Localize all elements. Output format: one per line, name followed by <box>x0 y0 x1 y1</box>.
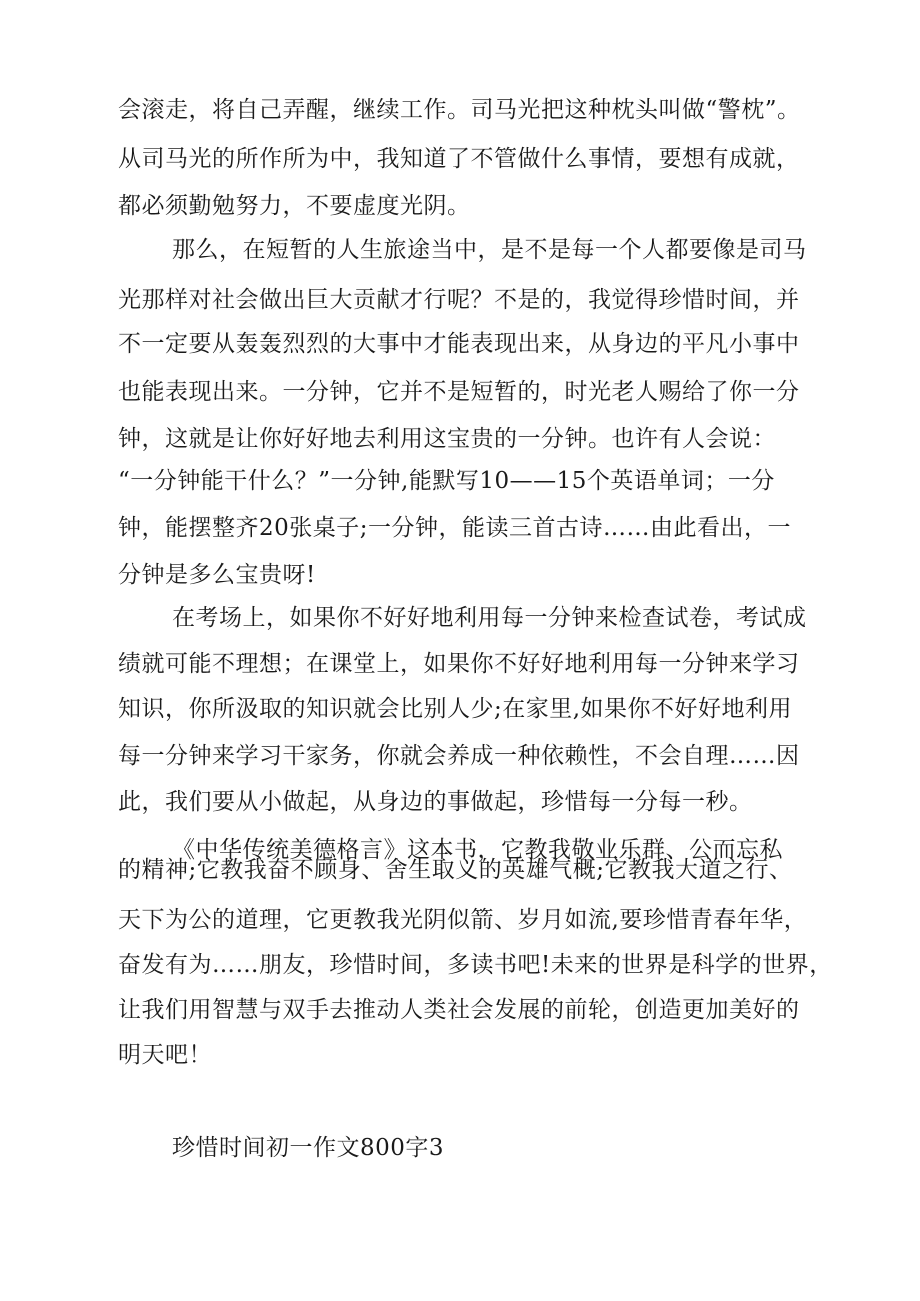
text-line-9: “一分钟能干什么？”一分钟,能默写10——15个英语单词；一分 <box>118 468 775 494</box>
text-line-1: 会滚走，将自己弄醒，继续工作。司马光把这种枕头叫做“警枕”。 <box>118 97 801 123</box>
text-line-5: 光那样对社会做出巨大贡献才行呢？不是的，我觉得珍惜时间，并 <box>118 287 800 313</box>
text-line-15: 每一分钟来学习干家务，你就会养成一种依赖性，不会自理……因 <box>118 743 800 769</box>
section-heading: 珍惜时间初一作文800字3 <box>172 1135 445 1161</box>
text-line-6: 不一定要从轰轰烈烈的大事中才能表现出来，从身边的平凡小事中 <box>118 331 800 357</box>
text-line-10: 钟，能摆整齐20张桌子;一分钟，能读三首古诗……由此看出，一 <box>118 515 792 541</box>
text-line-19: 天下为公的道理，它更教我光阴似箭、岁月如流,要珍惜青春年华， <box>118 907 808 933</box>
text-line-11: 分钟是多么宝贵呀! <box>118 562 316 588</box>
text-line-20: 奋发有为……朋友，珍惜时间，多读书吧!未来的世界是科学的世界， <box>118 952 833 978</box>
text-line-22: 明天吧！ <box>118 1042 212 1068</box>
text-line-13: 绩就可能不理想；在课堂上，如果你不好好地利用每一分钟来学习 <box>118 651 800 677</box>
paragraph-start-line: 《中华传统美德格言》这本书，它教我敬业乐群、公而忘私 <box>172 837 783 863</box>
paragraph-start-line: 那么，在短暂的人生旅途当中，是不是每一个人都要像是司马 <box>172 237 807 263</box>
text-line-16: 此，我们要从小做起，从身边的事做起，珍惜每一分每一秒。 <box>118 789 753 815</box>
text-line-7: 也能表现出来。一分钟，它并不是短暂的，时光老人赐给了你一分 <box>118 379 800 405</box>
text-line-21: 让我们用智慧与双手去推动人类社会发展的前轮，创造更加美好的 <box>118 997 800 1023</box>
text-line-2: 从司马光的所作所为中，我知道了不管做什么事情，要想有成就， <box>118 146 800 172</box>
paragraph-start-line: 在考场上，如果你不好好地利用每一分钟来检查试卷，考试成 <box>172 605 807 631</box>
text-line-14: 知识，你所汲取的知识就会比别人少;在家里,如果你不好好地利用 <box>118 696 793 722</box>
text-line-3: 都必须勤勉努力，不要虚度光阴。 <box>118 193 471 219</box>
text-line-18: 的精神;它教我奋不顾身、舍生取义的英雄气概;它教我大道之行、 <box>118 857 793 883</box>
text-line-8: 钟，这就是让你好好地去利用这宝贵的一分钟。也许有人会说： <box>118 426 776 452</box>
